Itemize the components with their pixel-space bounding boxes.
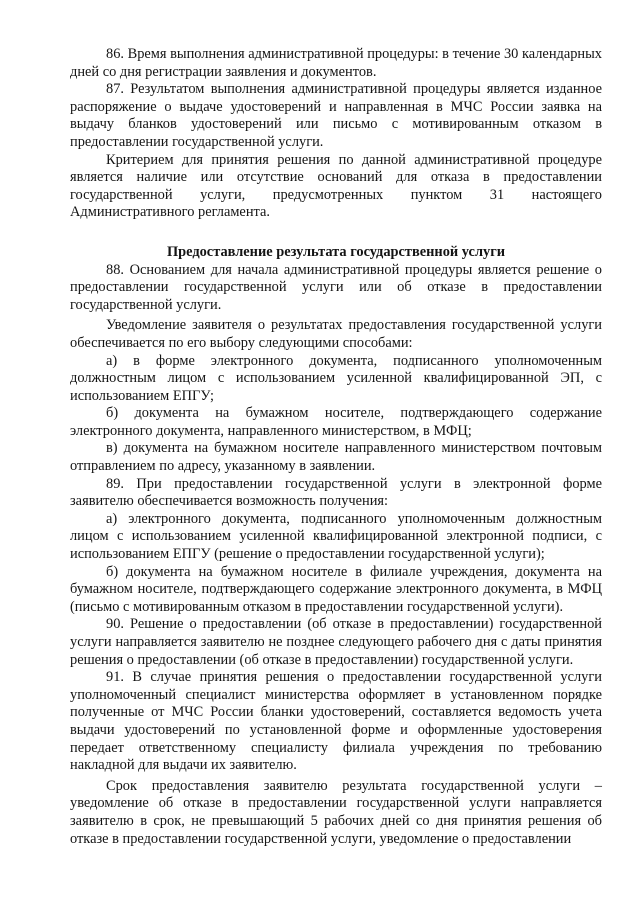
section-heading: Предоставление результата государственной услуги — [166, 243, 506, 260]
paragraph-89: 89. При предоставлении государственной услуги в электронной форме заявителю обеспечивается возможность получения: — [70, 475, 602, 510]
paragraph-88: 88. Основанием для начала административной процедуры является решение о предоставлении государственной услуги или об отказе в предоставлении государственной услуги. — [70, 261, 602, 313]
list-item-b: б) документа на бумажном носителе, подтверждающего содержание электронного документа, направленного министерством, в МФЦ; — [70, 405, 602, 439]
paragraph-86: 86. Время выполнения административной процедуры: в течение 30 календарных дней со дня регистрации заявления и документов. — [70, 46, 602, 80]
list-item-89-a: а) электронного документа, подписанного уполномоченным должностным лицом с использованием усиленной квалифицированной электронной подписи, с использованием ЕПГУ (решение о предоставлении государственной услуги); — [70, 510, 602, 563]
list-item-c: в) документа на бумажном носителе направленного министерством почтовым отправлением по адресу, указанному в заявлении. — [70, 440, 602, 475]
document-body — [70, 46, 602, 848]
paragraph-deadline: Срок предоставления заявителю результата государственной услуги – уведомление об отказе в предоставлении государственной услуги направляется заявителю в срок, не превышающий 5 рабочих дней со дня принятия решения об отказе в предоставлении государственной услуги, уведомление о предоставлении — [70, 777, 602, 847]
list-item-89-b: б) документа на бумажном носителе в филиале учреждения, документа на бумажном носителе, подтверждающего содержание электронного документа, в МФЦ (письмо с мотивированным отказом в предоставлении государственной услуги). — [70, 563, 602, 615]
paragraph-90: 90. Решение о предоставлении (об отказе в предоставлении) государственной услуги направляется заявителю не позднее следующего рабочего дня с даты принятия решения о предоставлении (об отказе в предоставлении) государственной услуги. — [70, 616, 602, 668]
paragraph-91: 91. В случае принятия решения о предоставлении государственной услуги уполномоченный специалист министерства оформляет в установленном порядке полученные от МЧС России бланки удостоверений, составляется ведомость учета выдачи удостоверений по установленной форме и оформленные удостоверения передает ответственному специалисту филиала учреждения по требованию накладной для выдачи их заявителю. — [70, 669, 602, 774]
paragraph-notification: Уведомление заявителя о результатах предоставления государственной услуги обеспечивается по его выбору следующими способами: — [70, 317, 602, 351]
paragraph-criterion: Критерием для принятия решения по данной административной процедуре является наличие или отсутствие оснований для отказа в предоставлении государственной услуги, предусмотренных пунктом 31 настоящего Административного регламента. — [70, 151, 602, 221]
paragraph-87: 87. Результатом выполнения административной процедуры является изданное распоряжение о выдаче удостоверений и направленная в МЧС России заявка на выдачу бланков удостоверений или письмо с мотивированным отказом в предоставлении государственной услуги. — [70, 81, 602, 150]
list-item-a: а) в форме электронного документа, подписанного уполномоченным должностным лицом с использованием усиленной квалифицированной ЭП, с использованием ЕПГУ; — [70, 352, 602, 404]
